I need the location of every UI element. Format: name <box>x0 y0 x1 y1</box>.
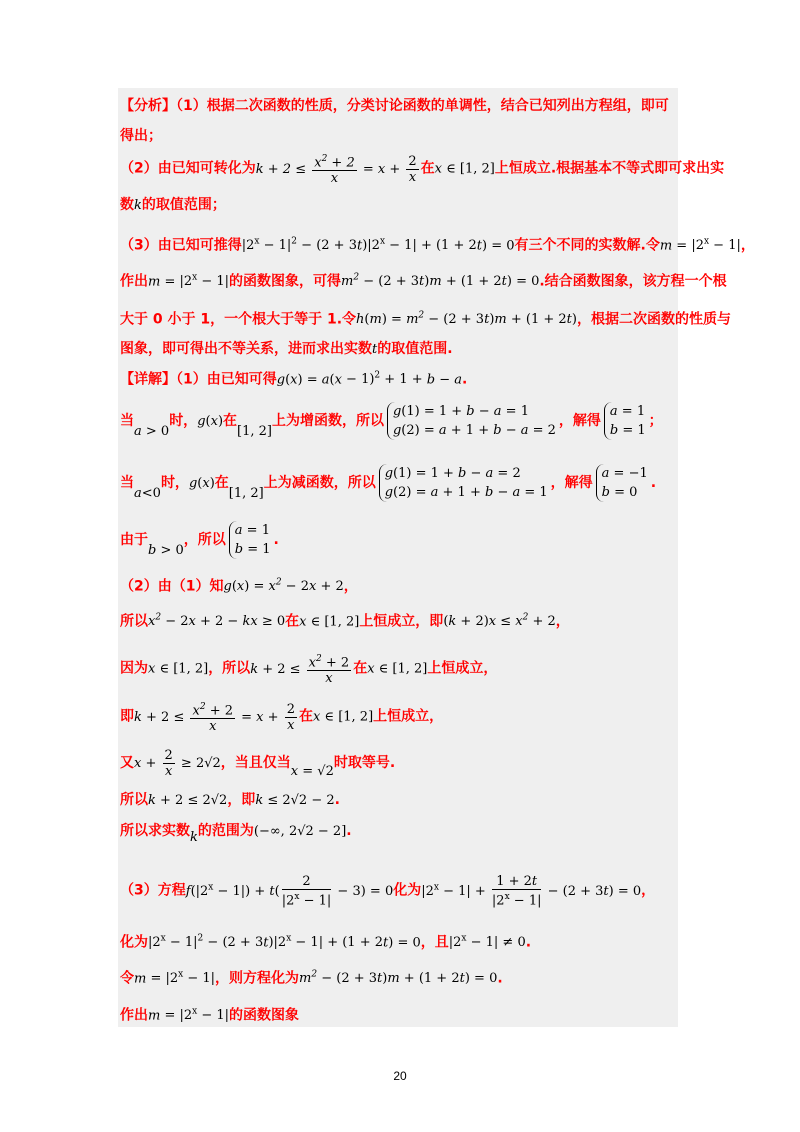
g-of-x: g(x) <box>188 476 215 491</box>
interval-formula: x ∈ [1, 2] <box>367 661 428 677</box>
detail-line-2: 当a > 0时，g(x)在[1, 2]上为增函数，所以 g(1) = 1 + b − a = 1 g(2) = a + 1 + b − a = 2 ，解得 a = 1 b = 1 ； <box>120 404 663 439</box>
page-number: 20 <box>393 1069 407 1083</box>
g-explicit-formula: $g(x) = x^2 - 2x + 2$ <box>223 578 344 595</box>
b-positive-condition: b > 0 <box>148 543 184 558</box>
t-variable: t <box>372 342 378 357</box>
k-variable: k <box>134 198 142 213</box>
nonzero-condition: $|2^x - 1| \ne 0$ <box>448 934 526 951</box>
detail-line-1: 【详解】（1）由已知可得$g(x) = a(x - 1)^2 + 1 + b - a$. <box>120 371 468 388</box>
analysis-line-3: （2）由已知可转化为k + 2 ≤ $\frac{x^2 + 2}{x}$ = x + $\frac{2}{x}$ 在x ∈ [1, 2]上恒成立.根据基本不等式即可求出实 <box>120 153 725 187</box>
quadratic-formula: $m^2 - (2 + 3t)m + (1 + 2t) = 0$ <box>299 970 498 987</box>
detail-line-6: 所以$x^2 - 2x + 2$ − kx ≥ 0在x ∈ [1, 2]上恒成立，即$(k + 2)x \le x^2 + 2$， <box>120 613 570 630</box>
detail-line-14: 令$m = |2^x - 1|$，则方程化为$m^2 - (2 + 3t)m + (1 + 2t) = 0$. <box>120 970 503 987</box>
interval-formula: x ∈ [1, 2] <box>148 661 209 677</box>
m-graph-formula: $m = |2^x - 1|$ <box>148 1007 230 1024</box>
detail-line-11: 所以求实数k的范围为(−∞, 2√2 − 2]. <box>120 823 352 845</box>
detail-line-13: 化为$|2^x - 1|^2 - (2 + 3t)|2^x - 1| + (1 + 2t) = 0$，且$|2^x - 1| \ne 0$. <box>120 934 532 951</box>
m-def-formula: $m = |2^x - 1|$ <box>659 237 741 254</box>
k-range-formula: (−∞, 2√2 − 2] <box>253 824 347 839</box>
analysis-line-7: 大于 0 小于 1，一个根大于等于 1.令$h(m) = m^2 - (2 + 3t)m + (1 + 2t)$，根据二次函数的性质与 <box>120 311 731 328</box>
interval-formula: x ∈ [1, 2] <box>312 709 374 725</box>
a-positive-condition: a > 0 <box>134 424 170 439</box>
analysis-line-4: 数k的取值范围； <box>120 197 226 213</box>
detail-line-9: 又x + $\frac{2}{x}$ ≥ 2√2，当且仅当x = √2时取等号. <box>120 748 396 779</box>
k-bound-formula-1: k + 2 ≤ 2√2 <box>148 793 228 808</box>
transformed-formula: $|2^x - 1|$ + $\frac{1 + 2t}{|2^x - 1|}$ − (2 + 3t) = 0 <box>421 874 642 909</box>
f-equation-formula: $f(|2^x - 1|) + t$( $\frac{2}{|2^x - 1|}$ − 3) = 0 <box>185 874 394 909</box>
ineq-formula-2: $(k + 2)x \le x^2 + 2$ <box>443 613 556 630</box>
k-bound-formula-2: k ≤ 2√2 − 2 <box>255 793 335 808</box>
analysis-line-8: 图象，即可得出不等关系，进而求出实数t的取值范围. <box>120 341 453 357</box>
inequality-formula: k + 2 ≤ $\frac{x^2 + 2}{x}$ = x + $\frac{2}{x}$ <box>255 153 417 187</box>
detail-line-8: 即k + 2 ≤ $\frac{x^2 + 2}{x}$ = x + $\frac{2}{x}$ 在x ∈ [1, 2]上恒成立， <box>120 701 444 735</box>
detail-line-4: 由于b > 0，所以 a = 1 b = 1 . <box>120 523 279 558</box>
m-graph-formula: $m = |2^x - 1|$ <box>148 273 230 290</box>
ineq-formula-4: k + 2 ≤ $\frac{x^2 + 2}{x}$ = x + $\frac{2}{x}$ <box>134 701 295 735</box>
detail-line-5: （2）由（1）知$g(x) = x^2 - 2x + 2$， <box>120 578 358 595</box>
increasing-solution: a = 1 b = 1 <box>604 402 646 440</box>
h-def-formula: $h(m) = m^2 - (2 + 3t)m + (1 + 2t)$ <box>356 311 577 328</box>
interval-1-2: [1, 2] <box>237 424 272 439</box>
interval-formula: x ∈ [1, 2] <box>299 614 360 630</box>
analysis-line-1: 【分析】（1）根据二次函数的性质，分类讨论函数的单调性，结合已知列出方程组，即可 <box>120 98 669 114</box>
k-variable: k <box>190 830 198 845</box>
a-negative-condition: a<0 <box>134 486 161 501</box>
decreasing-system: g(1) = 1 + b − a = 2 g(2) = a + 1 + b − a = 1 <box>379 464 548 502</box>
analysis-line-6: 作出$m = |2^x - 1|$的函数图象，可得$m^2 - (2 + 3t)m + (1 + 2t) = 0$.结合函数图象，该方程一个根 <box>120 273 727 290</box>
increasing-system: g(1) = 1 + b − a = 1 g(2) = a + 1 + b − a = 2 <box>387 402 556 440</box>
detail-line-15: 作出$m = |2^x - 1|$的函数图象 <box>120 1007 300 1024</box>
interval-formula: x ∈ [1, 2] <box>434 161 495 177</box>
m-def-formula: $m = |2^x - 1|$ <box>134 970 216 987</box>
analysis-line-5: （3）由已知可推得$|2^x - 1|^2 - (2 + 3t)|2^x - 1| + (1 + 2t) = 0$有三个不同的实数解.令$m = |2^x - 1|$， <box>120 237 755 254</box>
final-ab-solution: a = 1 b = 1 <box>229 521 271 559</box>
quadratic-formula: $m^2 - (2 + 3t)m + (1 + 2t) = 0$ <box>341 273 540 290</box>
decreasing-solution: a = −1 b = 0 <box>596 464 648 502</box>
detail-line-12: （3）方程$f(|2^x - 1|) + t$( $\frac{2}{|2^x - 1|}$ − 3) = 0化为$|2^x - 1|$ + $\frac{1 + 2t}{|2^x - 1|}$ − (2 + 3t) = 0， <box>120 874 656 909</box>
am-gm-formula: x + $\frac{2}{x}$ ≥ 2√2 <box>134 748 221 779</box>
analysis-line-2: 得出； <box>120 128 162 144</box>
g-of-x: g(x) <box>197 414 224 429</box>
interval-1-2: [1, 2] <box>228 486 264 501</box>
ineq-formula-3: k + 2 ≤ $\frac{x^2 + 2}{x}$ <box>250 654 350 687</box>
squared-equation-formula: $|2^x - 1|^2 - (2 + 3t)|2^x - 1| + (1 + 2t) = 0$ <box>148 934 421 951</box>
cubic-equation-formula: $|2^x - 1|^2 - (2 + 3t)|2^x - 1| + (1 + 2t) = 0$ <box>241 237 515 254</box>
g-formula: $g(x) = a(x - 1)^2 + 1 + b - a$ <box>276 371 462 388</box>
detail-line-3: 当a<0时，g(x)在[1, 2]上为减函数，所以 g(1) = 1 + b − a = 2 g(2) = a + 1 + b − a = 1 ，解得 a = −1 b = 0 . <box>120 466 657 501</box>
detail-line-7: 因为x ∈ [1, 2]，所以k + 2 ≤ $\frac{x^2 + 2}{x}$ 在x ∈ [1, 2]上恒成立， <box>120 654 498 687</box>
equality-condition: x = √2 <box>290 764 334 779</box>
detail-line-10: 所以k + 2 ≤ 2√2，即k ≤ 2√2 − 2. <box>120 792 340 808</box>
ineq-formula-1: $x^2 - 2x + 2$ − kx ≥ 0 <box>148 613 286 630</box>
